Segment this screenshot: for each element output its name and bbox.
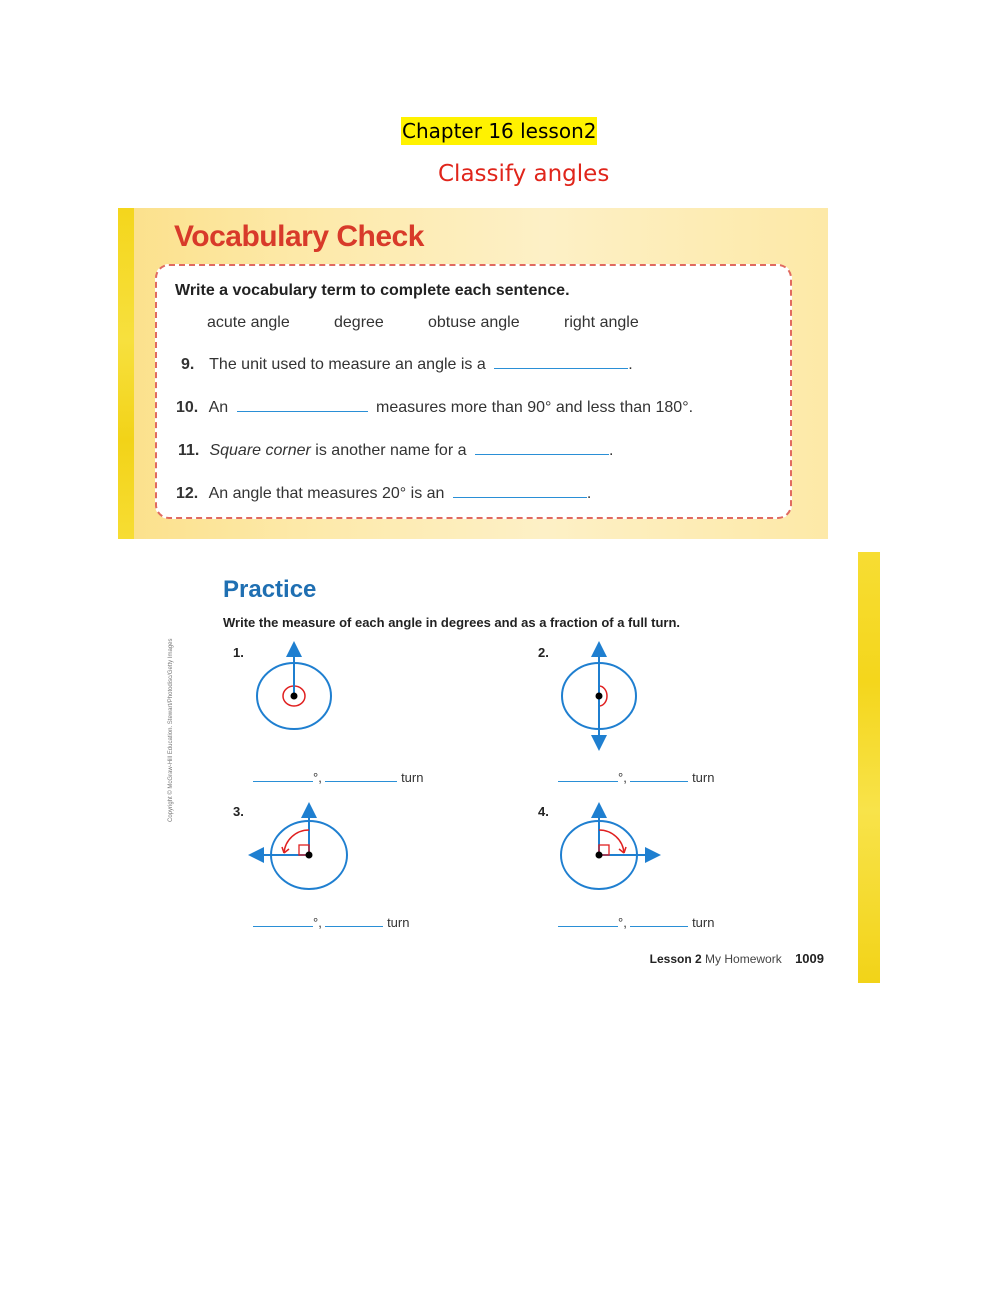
turn-blank[interactable] — [325, 770, 397, 782]
answer-line-4: °, turn — [558, 915, 714, 930]
angle-diagram-full-turn — [250, 640, 340, 740]
vocabulary-check-panel — [118, 208, 828, 539]
degree-blank[interactable] — [558, 770, 618, 782]
copyright-notice: Copyright © McGraw-Hill Education. Stewart/Photodisc/Getty Images — [168, 638, 174, 822]
answer-blank[interactable] — [494, 354, 628, 369]
problem-number: 4. — [538, 804, 549, 819]
question-10: 10. An measures more than 90° and less than 180°. — [176, 399, 694, 416]
question-11: 11. Square corner is another name for a . — [178, 442, 614, 459]
vocabulary-title: Vocabulary Check — [174, 220, 424, 253]
answer-line-1: °, turn — [253, 770, 423, 785]
degree-blank[interactable] — [558, 915, 618, 927]
practice-panel — [170, 552, 880, 983]
question-12: 12. An angle that measures 20° is an . — [176, 485, 592, 502]
turn-blank[interactable] — [630, 915, 688, 927]
decorative-stripe — [858, 552, 880, 983]
answer-blank[interactable] — [475, 440, 609, 455]
vocabulary-box — [155, 264, 792, 519]
chapter-title: Chapter 16 lesson2 — [402, 119, 597, 143]
page-number: 1009 — [795, 951, 824, 966]
word-bank-item: right angle — [564, 314, 639, 331]
problem-number: 1. — [233, 645, 244, 660]
angle-diagram-half-turn — [555, 640, 645, 750]
problem-number: 2. — [538, 645, 549, 660]
degree-blank[interactable] — [253, 770, 313, 782]
word-bank-item: obtuse angle — [428, 314, 520, 331]
practice-title: Practice — [223, 576, 317, 603]
decorative-stripe — [118, 208, 134, 539]
turn-blank[interactable] — [630, 770, 688, 782]
answer-line-2: °, turn — [558, 770, 714, 785]
word-bank-item: degree — [334, 314, 384, 331]
degree-blank[interactable] — [253, 915, 313, 927]
answer-blank[interactable] — [237, 397, 368, 412]
lesson-subtitle: Classify angles — [438, 161, 610, 187]
vocabulary-instruction: Write a vocabulary term to complete each sentence. — [175, 282, 570, 299]
answer-line-3: °, turn — [253, 915, 409, 930]
angle-diagram-right-angle-left — [250, 802, 360, 897]
practice-instruction: Write the measure of each angle in degrees and as a fraction of a full turn. — [223, 615, 681, 630]
angle-diagram-right-angle-right — [555, 802, 665, 897]
page-footer: Lesson 2 My Homework 1009 — [649, 951, 824, 966]
question-9: 9. The unit used to measure an angle is a . — [181, 356, 633, 373]
turn-blank[interactable] — [325, 915, 383, 927]
answer-blank[interactable] — [453, 483, 587, 498]
word-bank-item: acute angle — [207, 314, 290, 331]
problem-number: 3. — [233, 804, 244, 819]
